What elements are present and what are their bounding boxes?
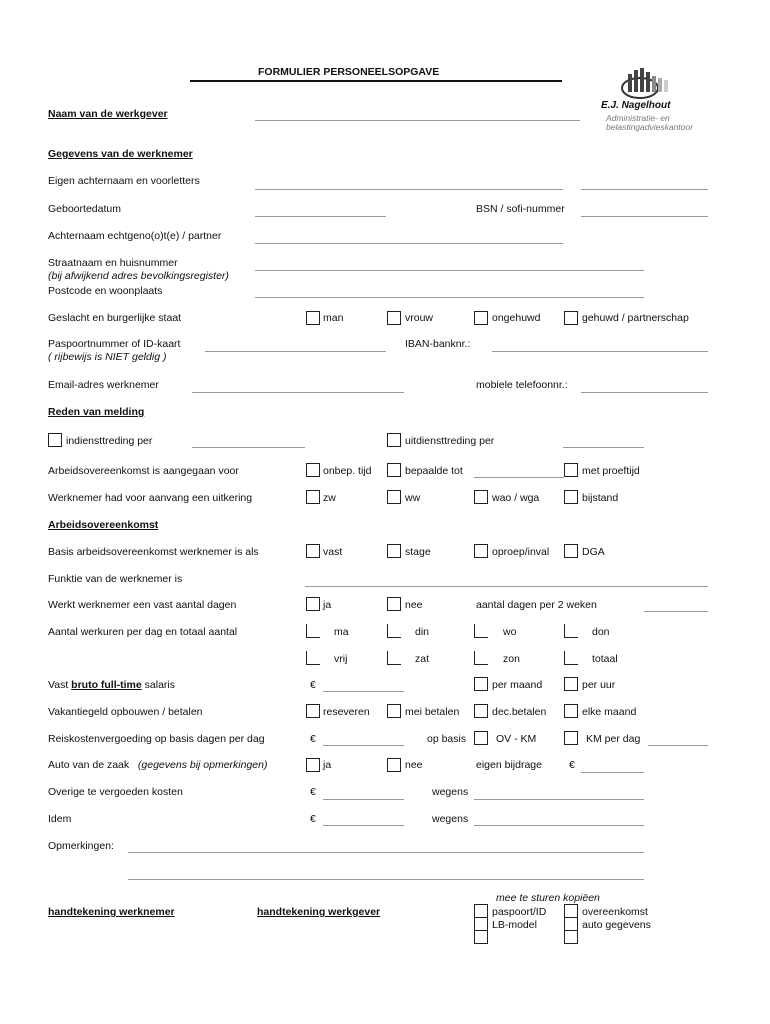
salaris-label: Vast bruto full-time salaris <box>48 679 175 691</box>
indienst-field[interactable] <box>192 447 305 448</box>
zat-field[interactable] <box>387 651 401 665</box>
dec-betalen-checkbox[interactable] <box>474 704 488 718</box>
kopie-header: mee te sturen kopiëen <box>496 892 600 904</box>
logo-line1: Administratie- en <box>606 113 670 123</box>
werknemer-header: Gegevens van de werknemer <box>48 148 193 160</box>
mei-betalen-checkbox[interactable] <box>387 704 401 718</box>
don-label: don <box>592 626 610 638</box>
salaris-euro: € <box>310 679 316 691</box>
reis-label: Reiskostenvergoeding op basis dagen per dag <box>48 733 265 745</box>
totaal-field[interactable] <box>564 651 578 665</box>
werkuren-label: Aantal werkuren per dag en totaal aantal <box>48 626 238 638</box>
wo-field[interactable] <box>474 624 488 638</box>
vakantie-label: Vakantiegeld opbouwen / betalen <box>48 706 203 718</box>
basis-label: Basis arbeidsovereenkomst werknemer is als <box>48 546 259 558</box>
overige-field[interactable] <box>323 799 404 800</box>
reden-header: Reden van melding <box>48 406 145 418</box>
wao-checkbox[interactable] <box>474 490 488 504</box>
bsn-field[interactable] <box>581 216 708 217</box>
auto-nee-label: nee <box>405 759 423 771</box>
idem-label: Idem <box>48 813 72 825</box>
voorletters-field[interactable] <box>581 189 708 190</box>
zon-field[interactable] <box>474 651 488 665</box>
indienst-checkbox[interactable] <box>48 433 62 447</box>
din-label: din <box>415 626 430 638</box>
paspoort-kopie-checkbox[interactable] <box>474 904 488 918</box>
don-field[interactable] <box>564 624 578 638</box>
uitdienst-checkbox[interactable] <box>387 433 401 447</box>
uitdienst-label: uitdiensttreding per <box>405 435 495 447</box>
email-field[interactable] <box>192 392 404 393</box>
auto-label: Auto van de zaak (gegevens bij opmerkingen) <box>48 759 268 771</box>
arbeids-aangegaan-label: Arbeidsovereenkomst is aangegaan voor <box>48 465 239 477</box>
vast-dagen-nee-label: nee <box>405 599 423 611</box>
werkgever-field[interactable] <box>255 120 580 121</box>
functie-field[interactable] <box>305 586 708 587</box>
indienst-label: indiensttreding per <box>66 435 153 447</box>
per-uur-checkbox[interactable] <box>564 677 578 691</box>
eigen-bijdrage-label: eigen bijdrage <box>476 759 542 771</box>
dga-checkbox[interactable] <box>564 544 578 558</box>
man-label: man <box>323 312 344 324</box>
title-rule <box>190 80 562 82</box>
per-maand-checkbox[interactable] <box>474 677 488 691</box>
logo-icon <box>616 66 676 100</box>
extra-kopie-checkbox-1[interactable] <box>474 930 488 944</box>
bijstand-checkbox[interactable] <box>564 490 578 504</box>
postcode-field[interactable] <box>255 297 644 298</box>
ov-km-label: OV - KM <box>496 733 537 745</box>
overige-euro: € <box>310 786 316 798</box>
man-checkbox[interactable] <box>306 311 320 325</box>
geboortedatum-field[interactable] <box>255 216 386 217</box>
vast-dagen-label: Werkt werknemer een vast aantal dagen <box>48 599 237 611</box>
per-uur-label: per uur <box>582 679 616 691</box>
logo-name: E.J. Nagelhout <box>601 100 671 111</box>
reseveren-checkbox[interactable] <box>306 704 320 718</box>
partner-label: Achternaam echtgeno(o)t(e) / partner <box>48 230 222 242</box>
paspoort-field[interactable] <box>205 351 386 352</box>
werkgever-label: Naam van de werkgever <box>48 108 168 120</box>
achternaam-field[interactable] <box>255 189 563 190</box>
straat-note: (bij afwijkend adres bevolkingsregister) <box>48 270 229 282</box>
paspoort-label: Paspoortnummer of ID-kaart <box>48 338 181 350</box>
company-logo <box>596 66 716 130</box>
straat-label: Straatnaam en huisnummer <box>48 257 178 269</box>
wo-label: wo <box>503 626 517 638</box>
achternaam-label: Eigen achternaam en voorletters <box>48 175 200 187</box>
reis-euro: € <box>310 733 316 745</box>
auto-nee-checkbox[interactable] <box>387 758 401 772</box>
din-field[interactable] <box>387 624 401 638</box>
oproep-label: oproep/inval <box>492 546 550 558</box>
ww-checkbox[interactable] <box>387 490 401 504</box>
bepaalde-tot-label: bepaalde tot <box>405 465 463 477</box>
zw-checkbox[interactable] <box>306 490 320 504</box>
salaris-field[interactable] <box>323 691 404 692</box>
paspoort-kopie-label: paspoort/ID <box>492 906 547 918</box>
iban-label: IBAN-banknr.: <box>405 338 471 350</box>
ongehuwd-checkbox[interactable] <box>474 311 488 325</box>
proeftijd-checkbox[interactable] <box>564 463 578 477</box>
vast-dagen-nee-checkbox[interactable] <box>387 597 401 611</box>
opmerkingen-label: Opmerkingen: <box>48 840 114 852</box>
zat-label: zat <box>415 653 430 665</box>
totaal-label: totaal <box>592 653 618 665</box>
stage-label: stage <box>405 546 431 558</box>
vrij-field[interactable] <box>306 651 320 665</box>
vast-dagen-ja-label: ja <box>323 599 332 611</box>
idem-euro: € <box>310 813 316 825</box>
ma-field[interactable] <box>306 624 320 638</box>
mei-betalen-label: mei betalen <box>405 706 460 718</box>
email-label: Email-adres werknemer <box>48 379 159 391</box>
auto-gegevens-kopie-label: auto gegevens <box>582 919 651 931</box>
zw-label: zw <box>323 492 336 504</box>
zon-label: zon <box>503 653 520 665</box>
elke-maand-label: elke maand <box>582 706 637 718</box>
page-title: FORMULIER PERSONEELSOPGAVE <box>258 66 440 78</box>
overige-label: Overige te vergoeden kosten <box>48 786 183 798</box>
overige-wegens-label: wegens <box>432 786 469 798</box>
uitdienst-field[interactable] <box>563 447 644 448</box>
vrij-label: vrij <box>334 653 348 665</box>
logo-line2: belastingadvieskantoor <box>606 122 693 132</box>
auto-ja-label: ja <box>323 759 332 771</box>
lb-model-kopie-label: LB-model <box>492 919 537 931</box>
overeenkomst-kopie-label: overeenkomst <box>582 906 648 918</box>
mobiel-field[interactable] <box>581 392 708 393</box>
vrouw-label: vrouw <box>405 312 434 324</box>
geboortedatum-label: Geboortedatum <box>48 203 121 215</box>
dga-label: DGA <box>582 546 605 558</box>
dec-betalen-label: dec.betalen <box>492 706 547 718</box>
bsn-label: BSN / sofi-nummer <box>476 203 565 215</box>
auto-ja-checkbox[interactable] <box>306 758 320 772</box>
km-per-dag-label: KM per dag <box>586 733 641 745</box>
idem-wegens-field[interactable] <box>474 825 644 826</box>
uitkering-label: Werknemer had voor aanvang een uitkering <box>48 492 253 504</box>
per-maand-label: per maand <box>492 679 543 691</box>
ma-label: ma <box>334 626 349 638</box>
eigen-bijdrage-field[interactable] <box>581 772 644 773</box>
handtekening-werknemer: handtekening werknemer <box>48 906 175 918</box>
arbeids-header: Arbeidsovereenkomst <box>48 519 159 531</box>
overige-wegens-field[interactable] <box>474 799 644 800</box>
partner-field[interactable] <box>255 243 563 244</box>
opmerkingen-field-1[interactable] <box>128 852 644 853</box>
km-per-dag-checkbox[interactable] <box>564 731 578 745</box>
op-basis-label: op basis <box>427 733 467 745</box>
ongehuwd-label: ongehuwd <box>492 312 541 324</box>
extra-kopie-checkbox-2[interactable] <box>564 930 578 944</box>
idem-field[interactable] <box>323 825 404 826</box>
km-per-dag-field[interactable] <box>648 745 708 746</box>
proeftijd-label: met proeftijd <box>582 465 640 477</box>
onbep-tijd-label: onbep. tijd <box>323 465 372 477</box>
reseveren-label: reseveren <box>323 706 370 718</box>
ww-label: ww <box>405 492 421 504</box>
overeenkomst-kopie-checkbox[interactable] <box>564 904 578 918</box>
onbep-tijd-checkbox[interactable] <box>306 463 320 477</box>
elke-maand-checkbox[interactable] <box>564 704 578 718</box>
bepaalde-tot-field[interactable] <box>474 477 564 478</box>
bepaalde-tot-checkbox[interactable] <box>387 463 401 477</box>
eigen-bijdrage-euro: € <box>569 759 575 771</box>
functie-label: Funktie van de werknemer is <box>48 573 183 585</box>
auto-gegevens-kopie-checkbox[interactable] <box>564 917 578 931</box>
vast-checkbox[interactable] <box>306 544 320 558</box>
dagen-per-2-label: aantal dagen per 2 weken <box>476 599 597 611</box>
stage-checkbox[interactable] <box>387 544 401 558</box>
ov-km-checkbox[interactable] <box>474 731 488 745</box>
oproep-checkbox[interactable] <box>474 544 488 558</box>
geslacht-label: Geslacht en burgerlijke staat <box>48 312 182 324</box>
postcode-label: Postcode en woonplaats <box>48 285 163 297</box>
vrouw-checkbox[interactable] <box>387 311 401 325</box>
gehuwd-checkbox[interactable] <box>564 311 578 325</box>
lb-model-kopie-checkbox[interactable] <box>474 917 488 931</box>
reis-field[interactable] <box>323 745 404 746</box>
iban-field[interactable] <box>492 351 708 352</box>
idem-wegens-label: wegens <box>432 813 469 825</box>
straat-field[interactable] <box>255 270 644 271</box>
handtekening-werkgever: handtekening werkgever <box>257 906 381 918</box>
vast-label: vast <box>323 546 343 558</box>
bijstand-label: bijstand <box>582 492 619 504</box>
opmerkingen-field-2[interactable] <box>128 879 644 880</box>
gehuwd-label: gehuwd / partnerschap <box>582 312 689 324</box>
wao-label: wao / wga <box>492 492 540 504</box>
vast-dagen-ja-checkbox[interactable] <box>306 597 320 611</box>
paspoort-note: ( rijbewijs is NIET geldig ) <box>48 351 167 363</box>
mobiel-label: mobiele telefoonnr.: <box>476 379 568 391</box>
dagen-per-2-field[interactable] <box>644 611 708 612</box>
